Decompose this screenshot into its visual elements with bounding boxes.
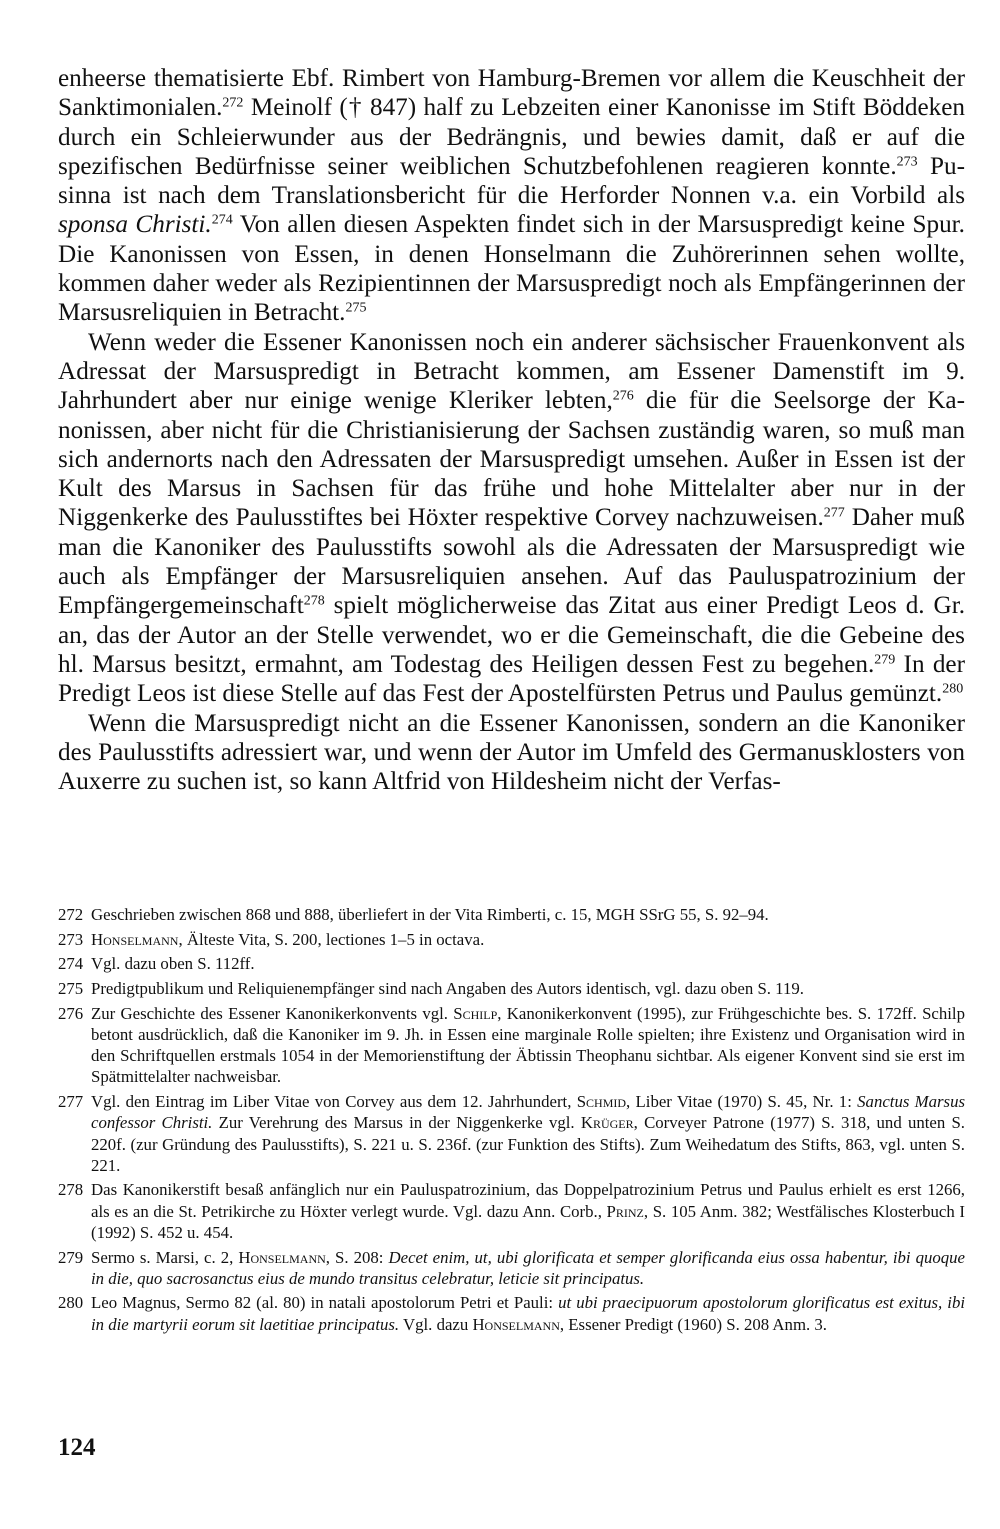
footnote-number: 276 [58, 1003, 84, 1023]
footnote [58, 1091, 965, 1176]
text-run: Geschrieben zwischen 868 und 888, überliefert in der Vita Rimberti, c. 15, MGH SSrG 55, S. 92–94. [91, 905, 769, 924]
footnote [58, 1247, 965, 1289]
footnote-number: 277 [58, 1092, 84, 1112]
text-run: Leo Magnus, Sermo 82 (al. 80) in natali apostolorum Petri et Pauli: [91, 1293, 559, 1313]
text-run: spielt möglicherweise das Zitat aus einer Predigt Leos d. Gr. an, das der Autor an der Stelle verwendet, wo er die Gemeinschaft, die die Gebeine des hl. Marsus besitzt, ermahnt, am Todestag des Heiligen dessen Fest zu begehen. [58, 592, 965, 678]
footnote-number: 274 [58, 954, 84, 974]
author-name: Honselmann [238, 1247, 326, 1267]
body-paragraph [58, 709, 965, 797]
text-run: Wenn die Marsuspredigt nicht an die Essener Kanonissen, sondern an die Kanoniker des Paulusstifts adressiert war, und wenn der Autor im Umfeld des Germanusklosters von Auxerre zu suchen ist, so kann Altfrid von Hildesheim nicht der Verfas- [58, 709, 965, 796]
author-name: Krüger [580, 1113, 634, 1133]
body-text [58, 64, 965, 796]
text-run: , S. 105 Anm. 382; Westfälisches Klosterbuch I (1992) S. 452 u. 454. [91, 1201, 965, 1242]
footnote-ref: 280 [942, 681, 964, 697]
footnote [58, 953, 965, 974]
text-run: Das Kanonikerstift besaß anfänglich nur ein Pauluspatrozinium, das Doppelpatrozinium Petrus und Paulus erhielt es erst 1266, als es an die St. Petrikirche zu Höxter verlegt wurde. Vgl. dazu Ann. Corb., [91, 1180, 965, 1221]
text-run: Zur Geschichte des Essener Kanonikerkonvents vgl. [91, 1003, 454, 1023]
footnote-ref: 276 [612, 388, 634, 404]
text-run: Sermo s. Marsi, c. 2, [91, 1247, 239, 1267]
footnote-number: 278 [58, 1180, 84, 1200]
footnote-number: 272 [58, 905, 84, 924]
italic-text: Sanctus Marsus confessor Christi. [91, 1092, 965, 1133]
footnote-ref: 275 [345, 300, 367, 316]
footnote [58, 978, 965, 999]
text-run: , Corveyer Patrone (1977) S. 318, und unten S. 220f. (zur Gründung des Paulusstifts), S. 221 u. S. 236f. (zur Funktion des Stifts). Zum Weihedatum des Stifts, 863, vgl. unten S. 221. [91, 1113, 965, 1175]
footnote-ref: 274 [211, 212, 233, 228]
text-run: , Älteste Vita, S. 200, lectiones 1–5 in octava. [178, 929, 485, 949]
text-run: Vgl. den Eintrag im Liber Vitae von Corvey aus dem 12. Jahrhundert, [91, 1092, 577, 1112]
text-run: Vgl. dazu oben S. 112ff. [91, 954, 255, 974]
main-text [58, 64, 965, 796]
text-run: Vgl. dazu [399, 1314, 473, 1334]
text-run: Daher muß man die Kanoniker des Paulusstifts sowohl als die Adressaten der Marsuspredigt wie auch als Empfänger der Marsusreliquien ansehen. Auf das Pauluspatrozinium der Empfängergemeinschaft [58, 504, 966, 620]
footnote [58, 1179, 965, 1243]
footnote-number: 273 [58, 929, 84, 949]
text-run: die für die Seelsorge der Kanonissen, aber nicht für die Christianisierung der Sachsen zuständig waren, so muß man sich andernorts nach den Adressaten der Marsuspredigt umsehen. Außer in Essen ist der Kult des Marsus in Sachsen für das frühe und hohe Mittelalter aber nur in der Niggenkerke des Paulusstiftes bei Höxter respektive Corvey nachzuweisen. [58, 387, 965, 532]
text-run: In der Predigt Leos ist diese Stelle auf das Fest der Apostelfürsten Petrus und Paulus gemünzt. [58, 650, 965, 708]
author-name: Honselmann [91, 929, 179, 949]
text-run: Pusinna ist nach dem Translationsbericht für die Herforder Nonnen v.a. ein Vorbild als [58, 152, 966, 210]
text-run: enheerse thematisierte Ebf. Rimbert von Hamburg-Bremen vor allem die Keuschheit der Sanktimonialen. [58, 65, 965, 122]
footnotes [58, 904, 965, 1338]
author-name: Honselmann [472, 1314, 560, 1334]
italic-text: Decet enim, ut, ubi glorificata et semper glorificanda eius ossa habentur, ibi quoque in die, quo sacrosanctus eius de mundo transitus celebratur, leticie sit principatus. [91, 1247, 965, 1288]
text-run: Von allen diesen Aspekten findet sich in der Marsuspredigt keine Spur. Die Kanonissen von Essen, in denen Honselmann die Zuhörerinnen sehen wollte, kommen daher weder als Rezipientinnen der Marsuspredigt noch als Empfängerinnen der Marsusreliquien in Betracht. [58, 211, 965, 327]
footnote-ref: 279 [874, 652, 896, 668]
text-run: Zur Verehrung des Marsus in der Niggenkerke vgl. [212, 1113, 581, 1133]
footnote-ref: 277 [823, 505, 845, 521]
text-run: , Liber Vitae (1970) S. 45, Nr. 1: [626, 1092, 858, 1112]
body-paragraph [58, 64, 965, 328]
author-name: Schilp [453, 1003, 498, 1023]
footnote-ref: 278 [303, 593, 325, 609]
footnote-number: 279 [58, 1247, 84, 1267]
author-name: Prinz [606, 1201, 644, 1221]
text-run: Meinolf († 847) half zu Lebzeiten einer Kanonisse im Stift Böddeken durch ein Schleierwunder aus der Bedrängnis, und bewies damit, daß er auf die spezifischen Bedürfnisse seiner weiblichen Schutzbefohlenen reagieren konnte. [58, 94, 965, 180]
footnote [58, 904, 965, 925]
italic-text: sponsa Christi. [58, 211, 212, 239]
footnote [58, 1292, 965, 1334]
author-name: Schmid [576, 1092, 627, 1112]
footnote-ref: 273 [896, 154, 918, 170]
footnote [58, 929, 965, 950]
page-number: 124 [58, 1434, 96, 1461]
body-paragraph [58, 328, 965, 709]
text-run: , Kanonikerkonvent (1995), zur Frühgeschichte bes. S. 172ff. Schilp betont ausdrücklich, daß die Kanoniker im 9. Jh. in Essen eine marginale Rolle spielten; ihre Existenz und Organisation wird in den Schriftquellen erstmals 1054 in der Memorienstiftung der Äbtissin Theophanu sichtbar. Als eigener Konvent sind sie erst im Spätmittelalter nachweisbar. [91, 1003, 965, 1087]
footnote [58, 1003, 965, 1088]
footnote-number: 275 [58, 979, 84, 999]
text-run: , S. 208: [325, 1247, 389, 1267]
italic-text: ut ubi praecipuorum apostolorum glorificatus est exitus, ibi in die martyrii eorum sit laetitiae principatus. [91, 1293, 966, 1334]
text-run: Predigtpublikum und Reliquienempfänger sind nach Angaben des Autors identisch, vgl. dazu oben S. 119. [91, 979, 804, 999]
footnote-number: 280 [58, 1293, 84, 1313]
footnote-ref: 272 [222, 95, 244, 111]
text-run: Wenn weder die Essener Kanonissen noch ein anderer sächsischer Frauenkonvent als Adressat der Marsuspredigt in Betracht kommen, am Essener Damenstift im 9. Jahrhundert aber nur einige wenige Kleriker lebten, [58, 328, 965, 415]
text-run: , Essener Predigt (1960) S. 208 Anm. 3. [559, 1314, 827, 1334]
